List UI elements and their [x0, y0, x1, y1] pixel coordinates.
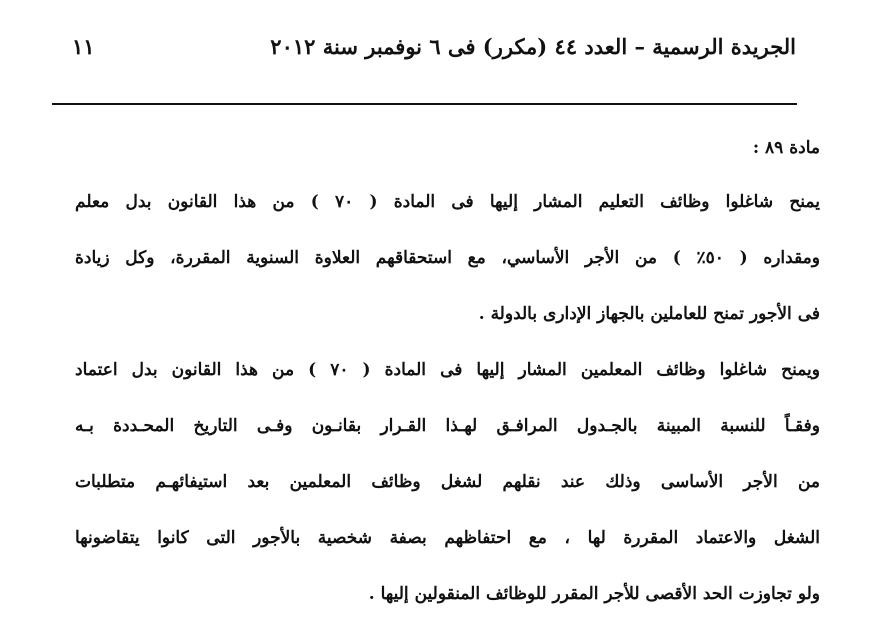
paragraph-2 — [75, 342, 820, 622]
page-number: ١١ — [72, 34, 95, 59]
paragraph-line: ومقداره ( ٥٠٪ ) من الأجر الأساسي، مع استحقاقهم العلاوة السنوية المقررة، وكل زيادة — [75, 248, 820, 268]
paragraph-line: ويمنح شاغلوا وظائف المعلمين المشار إليها فى المادة ( ٧٠ ) من هذا القانون بدل اعتماد — [75, 360, 820, 380]
article-heading: مادة ٨٩ : — [752, 138, 820, 158]
paragraph-line: وفقـاً للنسبة المبينة بالجـدول المرافـق لهـذا القـرار بقانـون وفـى التاريخ المحـددة بـه — [75, 416, 820, 436]
paragraph-line: من الأجر الأساسى وذلك عند نقلهم لشغل وظائف المعلمين بعد استيفائهـم متطلبات — [75, 472, 820, 492]
paragraph-1 — [75, 174, 820, 342]
paragraph-line: الشغل والاعتماد المقررة لها ، مع احتفاظهم بصفة شخصية بالأجور التى كانوا يتقاضونها — [75, 528, 820, 548]
paragraph-line: فى الأجور تمنح للعاملين بالجهاز الإدارى بالدولة . — [478, 304, 820, 324]
paragraph-line: ولو تجاوزت الحد الأقصى للأجر المقرر للوظائف المنقولين إليها . — [368, 584, 820, 604]
header-divider — [52, 103, 797, 105]
paragraph-line: يمنح شاغلوا وظائف التعليم المشار إليها فى المادة ( ٧٠ ) من هذا القانون بدل معلم — [75, 192, 820, 212]
page-header — [72, 30, 796, 70]
gazette-title: الجريدة الرسمية – العدد ٤٤ (مكرر) فى ٦ نوفمبر سنة ٢٠١٢ — [270, 34, 796, 59]
